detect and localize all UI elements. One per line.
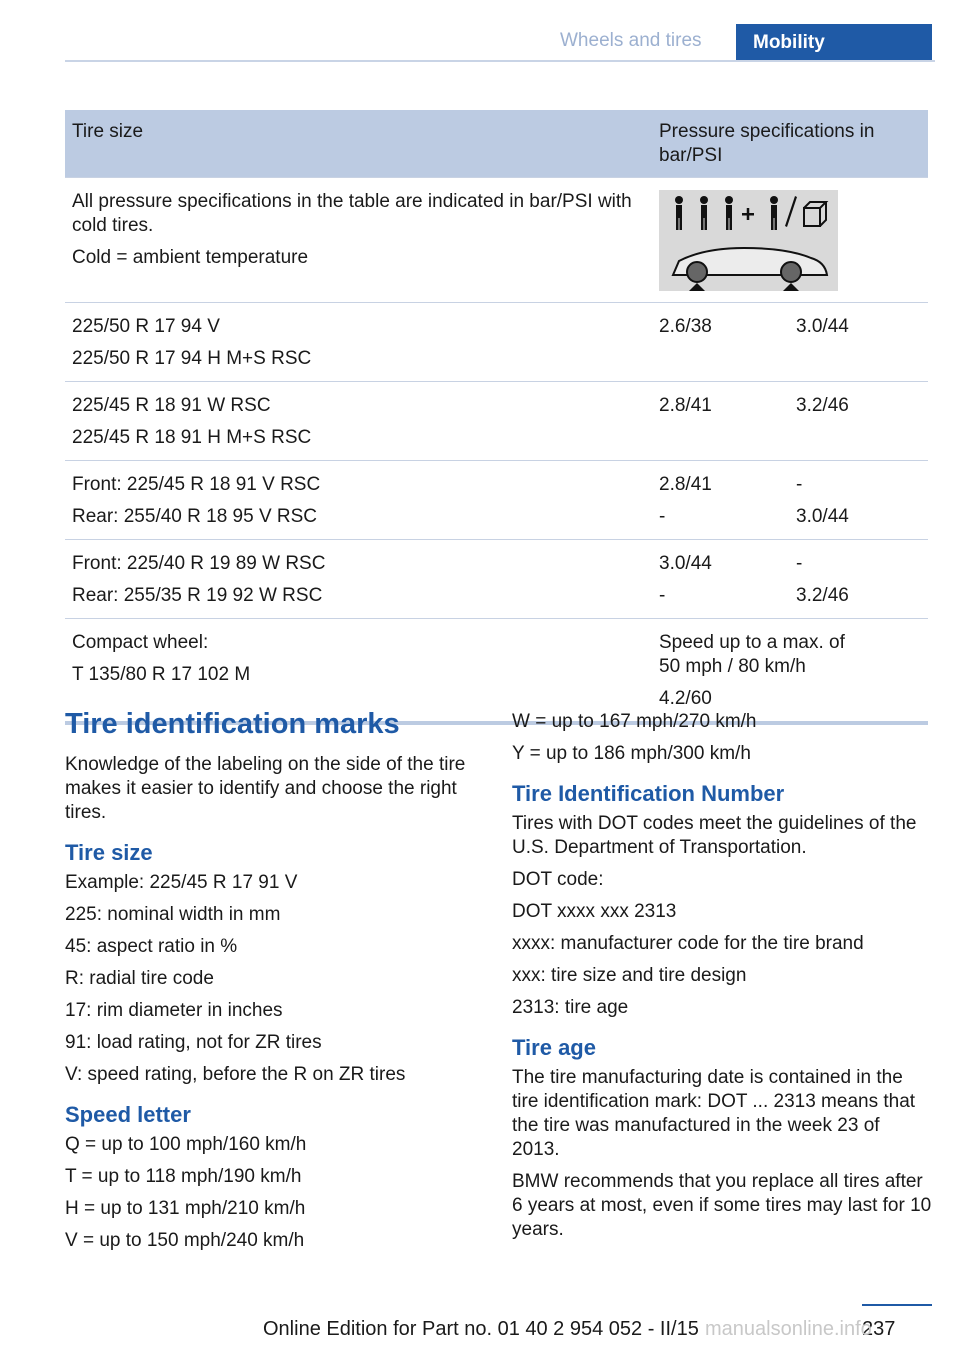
tire-size-cell [65,461,652,540]
tire-size-cell [65,540,652,619]
tire-size-line: V: speed rating, before the R on ZR tires [65,1064,406,1085]
tire-size-text: Rear: 255/40 R 18 95 V RSC [72,506,318,527]
tire-size-cell [65,303,652,382]
tin-line: 2313: tire age [512,997,629,1018]
tire-size-text: 225/50 R 17 94 H M+S RSC [72,348,312,369]
speed-letter-heading: Speed letter [65,1102,191,1127]
header-rule [65,60,935,62]
tire-size-cell [65,382,652,461]
tire-age-heading: Tire age [512,1035,596,1060]
pressure-value: 2.6/38 [659,316,712,337]
right-column [512,710,932,1250]
header-chapter: Mobility [736,24,932,62]
table-note-row [65,178,928,303]
pressure-value: - [796,474,803,495]
speed-line: V = up to 150 mph/240 km/h [65,1230,305,1251]
tire-size-text: 225/45 R 18 91 W RSC [72,395,271,416]
tin-line: DOT code: [512,869,604,890]
tire-size-heading: Tire size [65,840,153,865]
compact-size: T 135/80 R 17 102 M [72,664,251,685]
pressure-b-cell [789,461,928,540]
pressure-a-cell [652,540,789,619]
pressure-value: - [796,553,803,574]
tin-line: DOT xxxx xxx 2313 [512,901,677,922]
vehicle-load-illustration [659,190,838,291]
speed-line: H = up to 131 mph/210 km/h [65,1198,306,1219]
tire-size-text: Front: 225/40 R 19 89 W RSC [72,553,326,574]
pressure-b-cell [789,540,928,619]
pressure-table [65,110,928,725]
pressure-a-cell [652,461,789,540]
table-row [65,382,928,461]
footer-watermark: manualsonline.info [705,1318,872,1340]
footer-rule [862,1304,932,1306]
speed-line: Y = up to 186 mph/300 km/h [512,743,751,764]
tire-size-text: Front: 225/45 R 18 91 V RSC [72,474,321,495]
table-row [65,540,928,619]
tire-age-line: The tire manufacturing date is contained in the tire identification mark: DOT ... 2313 means that the tire was manufactured in the week 23 of 2013. [512,1067,916,1160]
pressure-value: 3.0/44 [659,553,712,574]
note-text: All pressure specifications in the table are indicated in bar/PSI with cold tires. [72,191,632,236]
tire-size-line: Example: 225/45 R 17 91 V [65,872,298,893]
pressure-value: 3.0/44 [796,316,849,337]
pressure-value: 2.8/41 [659,395,712,416]
tire-size-line: 225: nominal width in mm [65,904,281,925]
pressure-value: 3.2/46 [796,395,849,416]
col-pressure: Pressure specifications in bar/PSI [652,110,928,178]
footer-edition: Online Edition for Part no. 01 40 2 954 052 - II/15 [263,1318,699,1340]
table-header-row [65,110,928,178]
pressure-a-cell [652,303,789,382]
pressure-value: - [659,506,666,527]
left-column [65,707,485,1261]
speed-line: Q = up to 100 mph/160 km/h [65,1134,307,1155]
note-text: Cold = ambient temperature [72,247,309,268]
compact-pressure-cell [652,619,928,724]
compact-speed: Speed up to a max. of 50 mph / 80 km/h [659,632,845,677]
speed-line: T = up to 118 mph/190 km/h [65,1166,302,1187]
note-cell [65,178,652,303]
tin-line: xxxx: manufacturer code for the tire brand [512,933,864,954]
pressure-value: 3.0/44 [796,506,849,527]
tire-size-text: 225/50 R 17 94 V [72,316,220,337]
tire-size-line: R: radial tire code [65,968,214,989]
header-section: Wheels and tires [560,30,702,51]
intro-text: Knowledge of the labeling on the side of the tire makes it easier to identify and choose the right tires. [65,754,466,823]
col-tire-size: Tire size [65,110,652,178]
pressure-value: 3.2/46 [796,585,849,606]
tin-heading: Tire Identification Number [512,781,785,806]
speed-line: W = up to 167 mph/270 km/h [512,711,757,732]
table-row [65,461,928,540]
table-row [65,303,928,382]
tire-size-text: Rear: 255/35 R 19 92 W RSC [72,585,323,606]
tire-size-text: 225/45 R 18 91 H M+S RSC [72,427,312,448]
tire-size-line: 17: rim diameter in inches [65,1000,283,1021]
compact-label: Compact wheel: [72,632,209,653]
tin-line: Tires with DOT codes meet the guidelines of the U.S. Department of Transportation. [512,813,917,858]
pressure-value: - [659,585,666,606]
tire-size-line: 91: load rating, not for ZR tires [65,1032,322,1053]
pressure-b-cell [789,303,928,382]
compact-pressure: 4.2/60 [659,688,712,709]
load-illustration-cell [652,178,928,303]
pressure-value: 2.8/41 [659,474,712,495]
tire-age-line: BMW recommends that you replace all tires after 6 years at most, even if some tires may last for 10 years. [512,1171,932,1240]
page-number: 237 [862,1318,896,1340]
section-title: Tire identification marks [65,708,400,740]
pressure-b-cell [789,382,928,461]
tin-line: xxx: tire size and tire design [512,965,747,986]
pressure-a-cell [652,382,789,461]
tire-size-line: 45: aspect ratio in % [65,936,238,957]
